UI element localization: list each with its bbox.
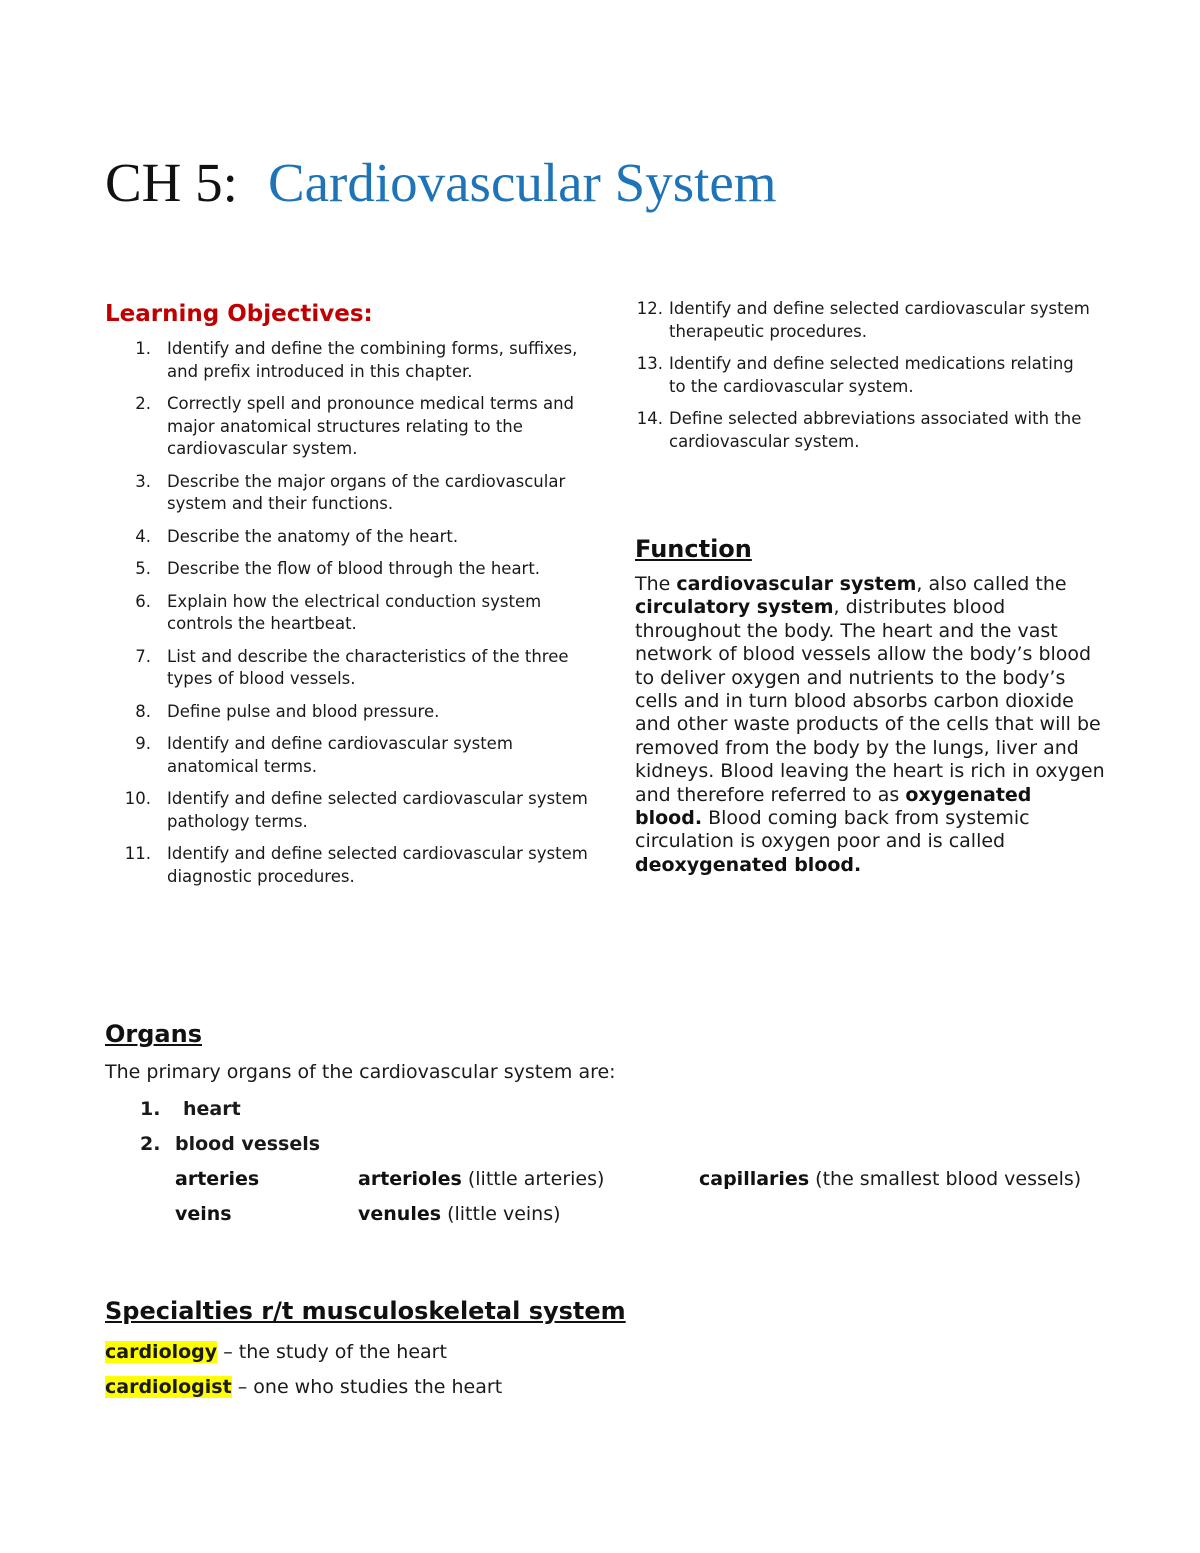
objective-number: 6. (135, 591, 151, 611)
objective-number: 5. (135, 559, 151, 578)
function-section (635, 533, 1105, 877)
objective-text: Identify and define selected cardiovascular system diagnostic procedures. (167, 844, 588, 886)
objective-number: 10. (124, 789, 151, 808)
objective-number: 2. (135, 394, 151, 413)
objective-text: Describe the major organs of the cardiovascular system and their functions. (167, 471, 566, 513)
term-deoxygenated-blood: deoxygenated blood. (635, 853, 862, 876)
objective-number: 1. (135, 339, 151, 358)
objective-item (105, 843, 595, 888)
objective-number: 3. (135, 471, 151, 491)
function-text-run: , also called the (916, 573, 1067, 595)
specialty-term: cardiology (105, 1341, 218, 1363)
objective-item (607, 408, 1095, 453)
specialty-definition: – one who studies the heart (231, 1376, 503, 1398)
objectives-list-right (607, 298, 1095, 453)
objective-item (105, 646, 595, 691)
objective-number: 13. (636, 354, 663, 373)
objectives-heading: Learning Objectives: (105, 301, 373, 327)
function-paragraph (635, 573, 1105, 877)
function-text-run: Blood coming back from systemic circulation is oxygen poor and is called (635, 807, 1030, 853)
objective-text: List and describe the characteristics of the three types of blood vessels. (167, 646, 569, 688)
organ-name: blood vessels (175, 1133, 321, 1155)
organs-heading: Organs (105, 1020, 202, 1048)
function-text-run: , distributes blood throughout the body. The heart and the vast network of blood vessels allow the body’s blood to deliver oxygen and nutrients to the body’s cells and in turn blood absorbs carbon dioxide and other waste products of the cells that will be removed from the body by the lungs, liver and kidneys. Blood leaving the heart is rich in oxygen and therefore referred to as (635, 596, 1105, 806)
objective-item (105, 733, 595, 778)
organs-intro: The primary organs of the cardiovascular system are: (105, 1061, 616, 1083)
objective-number: 7. (135, 646, 151, 666)
function-text-run: The (635, 573, 677, 595)
objective-text: Identify and define selected medications relating to the cardiovascular system. (669, 354, 1074, 396)
objective-item (607, 353, 1095, 398)
vessel-term: venules (358, 1203, 442, 1225)
objective-item (607, 298, 1095, 343)
vessel-veins (175, 1197, 232, 1232)
objective-number: 11. (124, 844, 151, 863)
objective-item (105, 393, 595, 461)
objective-text: Correctly spell and pronounce medical terms and major anatomical structures relating to the cardiovascular system. (167, 394, 575, 458)
term-circulatory-system: circulatory system (635, 596, 834, 619)
term-oxygenated-blood: oxygenated blood. (635, 783, 1032, 830)
function-heading: Function (635, 535, 752, 563)
specialties-section (105, 1295, 905, 1405)
vessel-row (105, 1197, 1105, 1232)
objective-number: 8. (135, 701, 151, 721)
objective-item (105, 701, 595, 724)
objective-number: 4. (135, 526, 151, 546)
organ-name: heart (183, 1098, 241, 1120)
vessel-capillaries (699, 1162, 1081, 1197)
specialty-term: cardiologist (105, 1376, 232, 1398)
objective-item (105, 591, 595, 636)
objective-item (105, 558, 595, 581)
objective-text: Describe the flow of blood through the heart. (167, 559, 541, 578)
specialty-item (105, 1370, 905, 1405)
vessel-note: (the smallest blood vessels) (809, 1168, 1082, 1190)
objectives-left-column (105, 298, 595, 898)
vessel-arterioles (358, 1162, 604, 1197)
page-title (105, 148, 777, 218)
vessel-note: (little arteries) (461, 1168, 605, 1190)
chapter-name: Cardiovascular System (267, 152, 777, 213)
vessel-row (105, 1162, 1105, 1197)
objective-item (105, 788, 595, 833)
vessel-term: veins (175, 1203, 232, 1225)
objective-number: 14. (636, 409, 663, 428)
organ-number: 1. (140, 1098, 161, 1120)
objectives-list-left (105, 338, 595, 888)
specialty-item (105, 1335, 905, 1370)
vessel-arteries (175, 1162, 259, 1197)
objective-text: Identify and define selected cardiovascular system pathology terms. (167, 789, 588, 831)
vessel-note: (little veins) (441, 1203, 561, 1225)
objective-text: Identify and define selected cardiovascular system therapeutic procedures. (669, 299, 1090, 341)
objective-text: Define pulse and blood pressure. (167, 701, 440, 721)
vessel-venules (358, 1197, 561, 1232)
objective-number: 12. (636, 299, 663, 318)
objective-number: 9. (135, 734, 151, 753)
objective-item (105, 338, 595, 383)
specialty-definition: – the study of the heart (217, 1341, 447, 1363)
chapter-number: CH 5: (105, 152, 238, 213)
organ-item (105, 1127, 1105, 1162)
objective-item (105, 471, 595, 516)
term-cardiovascular-system: cardiovascular system (676, 573, 917, 595)
organ-item (105, 1092, 1105, 1127)
objective-item (105, 526, 595, 549)
objective-text: Define selected abbreviations associated with the cardiovascular system. (669, 409, 1082, 451)
vessel-term: capillaries (699, 1168, 810, 1190)
objective-text: Explain how the electrical conduction system controls the heartbeat. (167, 591, 542, 633)
objective-text: Describe the anatomy of the heart. (167, 526, 459, 546)
objective-text: Identify and define the combining forms, suffixes, and prefix introduced in this chapter. (167, 339, 578, 381)
objective-text: Identify and define cardiovascular system anatomical terms. (167, 734, 513, 776)
organs-section (105, 1018, 1105, 1232)
specialties-heading: Specialties r/t musculoskeletal system (105, 1297, 626, 1325)
objectives-right-column (635, 298, 1095, 463)
vessel-term: arterioles (358, 1168, 462, 1190)
organ-number: 2. (140, 1133, 161, 1155)
vessel-term: arteries (175, 1168, 260, 1190)
